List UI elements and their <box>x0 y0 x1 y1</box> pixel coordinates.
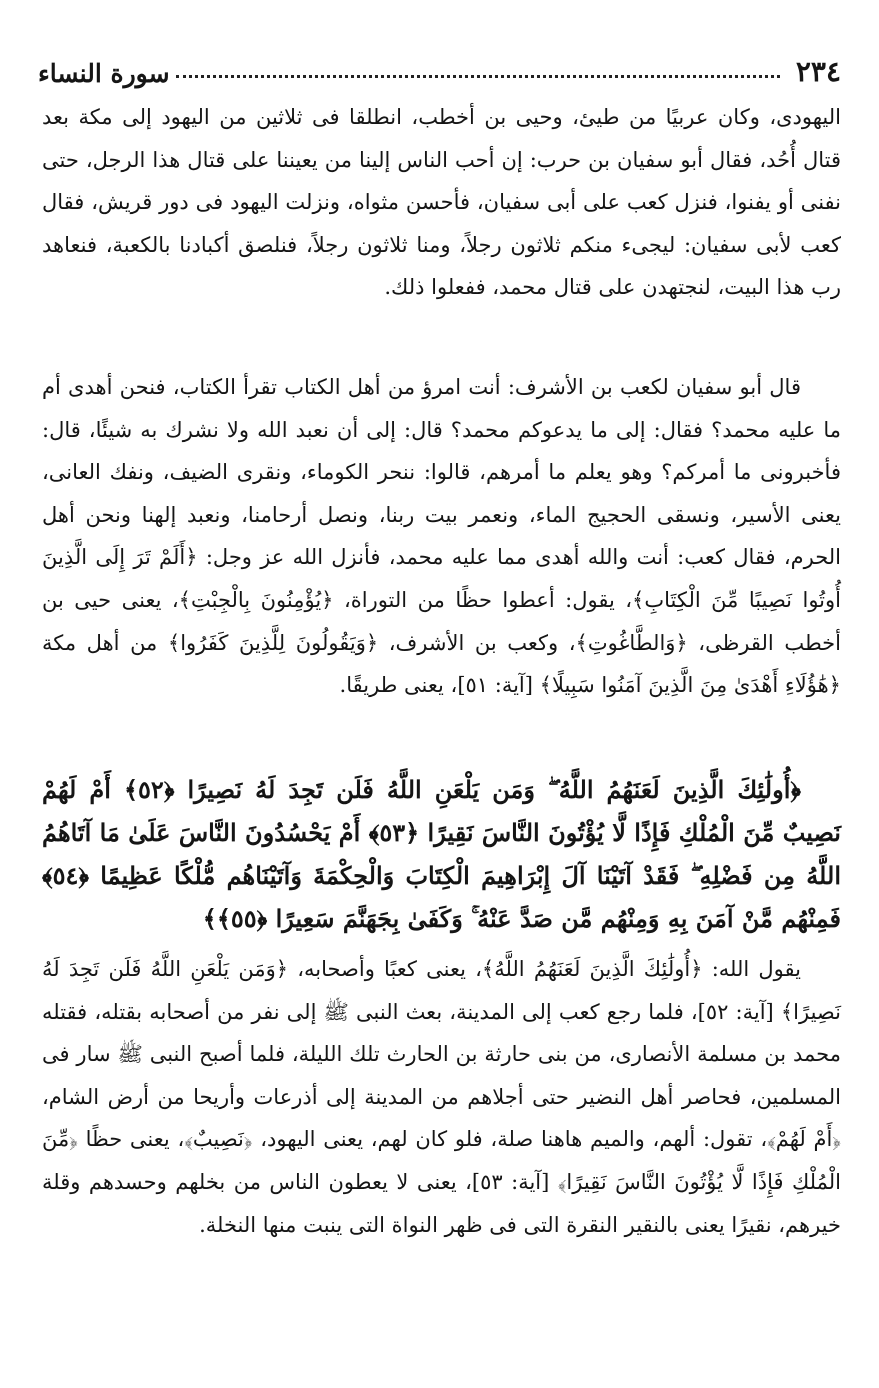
paragraph-1: اليهودى، وكان عربيًا من طيئ، وحيى بن أخطب، انطلقا فى ثلاثين من اليهود إلى مكة بعد قتال أُحُد، فقال أبو سفيان بن حرب: إن أحب الناس إلينا من يعيننا على قتال هذا الرجل، حتى نفنى أو يفنوا، فنزل كعب على أبى سفيان، فأحسن مثواه، ونزلت اليهود فى دور قريش، فقال كعب لأبى سفيان: ليجىء منكم ثلاثون رجلاً، ومنا ثلاثون رجلاً، فنلصق أكبادنا بالكعبة، فنعاهد رب هذا البيت، لنجتهدن على قتال محمد، ففعلوا ذلك. <box>42 105 841 300</box>
quran-verses-block: ﴿أُولَٰئِكَ الَّذِينَ لَعَنَهُمُ اللَّهُ ۖ وَمَن يَلْعَنِ اللَّهُ فَلَن تَجِدَ لَهُ نَصِيرًا ﴿٥٢﴾ أَمْ لَهُمْ نَصِيبٌ مِّنَ الْمُلْكِ فَإِذًا لَّا يُؤْتُونَ النَّاسَ نَقِيرًا ﴿٥٣﴾ أَمْ يَحْسُدُونَ النَّاسَ عَلَىٰ مَا آتَاهُمُ اللَّهُ مِن فَضْلِهِ ۖ فَقَدْ آتَيْنَا آلَ إِبْرَاهِيمَ الْكِتَابَ وَالْحِكْمَةَ وَآتَيْنَاهُم مُّلْكًا عَظِيمًا ﴿٥٤﴾ فَمِنْهُم مَّنْ آمَنَ بِهِ وَمِنْهُم مَّن صَدَّ عَنْهُ ۚ وَكَفَىٰ بِجَهَنَّمَ سَعِيرًا ﴿٥٥﴾﴾ <box>42 775 841 933</box>
page-number: ٢٣٤ <box>795 55 841 88</box>
page-header <box>38 48 841 88</box>
paragraph-2: قال أبو سفيان لكعب بن الأشرف: أنت امرؤ من أهل الكتاب تقرأ الكتاب، فنحن أهدى أم ما عليه محمد؟ فقال: إلى ما يدعوكم محمد؟ قال: إلى أن نعبد الله ولا نشرك به شيئًا، قال: فأخبرونى ما أمركم؟ وهو يعلم ما أمرهم، قالوا: ننحر الكوماء، ونقرى الضيف، ونفك العانى، يعنى الأسير، ونسقى الحجيج الماء، ونعمر بيت ربنا، ونصل أرحامنا، ونعبد إلهنا ونحن أهل الحرم، فقال كعب: أنت والله أهدى مما عليه محمد، فأنزل الله عز وجل: ﴿أَلَمْ تَرَ إِلَى الَّذِينَ أُوتُوا نَصِيبًا مِّنَ الْكِتَابِ﴾، يقول: أعطوا حظًا من التوراة، ﴿يُؤْمِنُونَ بِالْجِبْتِ﴾، يعنى حيى بن أخطب القرظى، ﴿وَالطَّاغُوتِ﴾، وكعب بن الأشرف، ﴿وَيَقُولُونَ لِلَّذِينَ كَفَرُوا﴾ من أهل مكة ﴿هَٰؤُلَاءِ أَهْدَىٰ مِنَ الَّذِينَ آمَنُوا سَبِيلًا﴾ [آية: ٥١]، يعنى طريقًا. <box>42 375 841 698</box>
surah-title: سورة النساء <box>38 59 170 88</box>
paragraph-3: يقول الله: ﴿أُولَٰئِكَ الَّذِينَ لَعَنَهُمُ اللَّهُ﴾، يعنى كعبًا وأصحابه، ﴿وَمَن يَلْعَنِ اللَّهُ فَلَن تَجِدَ لَهُ نَصِيرًا﴾ [آية: ٥٢]، فلما رجع كعب إلى المدينة، بعث النبى ﷺ إلى نفر من أصحابه بقتله، فقتله محمد بن مسلمة الأنصارى، من بنى حارثة بن الحارث تلك الليلة، فلما أصبح النبى ﷺ سار فى المسلمين، فحاصر أهل النضير حتى أجلاهم من المدينة إلى أذرعات وأريحا من أرض الشام، ﴿أَمْ لَهُمْ﴾، تقول: ألهم، والميم هاهنا صلة، فلو كان لهم، يعنى اليهود، ﴿نَصِيبٌ﴾، يعنى حظًا ﴿مِّنَ الْمُلْكِ فَإِذًا لَّا يُؤْتُونَ النَّاسَ نَقِيرًا﴾ [آية: ٥٣]، يعنى لا يعطون الناس من بخلهم وحسدهم وقلة خيرهم، نقيرًا يعنى بالنقير النقرة التى فى ظهر النواة التى ينبت منها النخلة. <box>42 957 842 1237</box>
header-dotted-leader <box>176 75 780 78</box>
